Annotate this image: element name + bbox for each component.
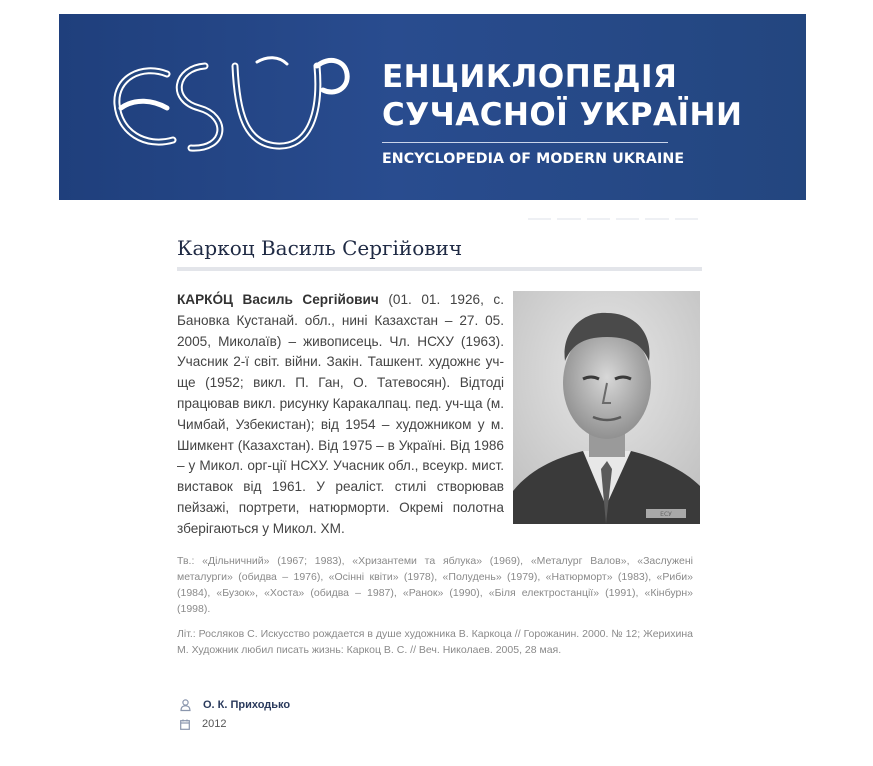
banner-divider bbox=[382, 142, 668, 143]
esu-logo[interactable] bbox=[107, 39, 357, 164]
calendar-icon bbox=[180, 719, 190, 730]
photo-watermark: ЕСУ bbox=[660, 511, 672, 518]
logo-text: ЕСУ bbox=[107, 39, 139, 56]
author-name[interactable]: О. К. Приходько bbox=[203, 699, 291, 711]
year-row bbox=[180, 718, 226, 730]
site-title-line2: СУЧАСНОЇ УКРАЇНИ bbox=[382, 97, 743, 133]
publication-year: 2012 bbox=[202, 718, 227, 730]
site-title-line1: ЕНЦИКЛОПЕДІЯ bbox=[382, 59, 678, 95]
site-header-banner[interactable] bbox=[59, 14, 806, 200]
article-body-text: (01. 01. 1926, с. Бановка Кустанай. обл., нині Казахстан – 27. 05. 2005, Миколаїв) – живописець. Чл. НСХУ (1963). Учасник 2-ї світ. війни. Закін. Ташкент. художнє уч-ще (1952; викл. П. Ган, О. Татевосян). Відтоді працював викл. рисунку Каракалпац. пед. уч-ща (м. Чимбай, Узбекистан); від 1954 – художником у м. Шимкент (Казахстан). Від 1975 – в Україні. Від 1986 – у Микол. орг-ції НСХУ. Учасник обл., всеукр. мист. виставок від 1961. У реаліст. стилі створював пейзажі, портрети, натюрморти. Окремі полотна зберігаються у Микол. ХМ. bbox=[177, 292, 504, 536]
article-headword: КАРКО́Ц Василь Сергійович bbox=[177, 292, 379, 307]
loading-dots bbox=[528, 218, 698, 222]
works-list: Тв.: «Дільничний» (1967; 1983), «Хризантеми та яблука» (1969), «Металург Валов», «Заслужені металурги» (обидва – 1976), «Осінні квіти» (1978), «Полудень» (1979), «Натюрморт» (1983), «Риби» (1984), «Бузок», «Хоста» (обидва – 1987), «Ранок» (1990), «Біля електростанції» (1991), «Кінбурн» (1998). bbox=[177, 555, 693, 615]
user-icon bbox=[180, 699, 191, 711]
author-row bbox=[180, 699, 290, 711]
article-title: Каркоц Василь Сергійович bbox=[177, 236, 463, 260]
site-title[interactable] bbox=[382, 58, 742, 134]
portrait-photo bbox=[513, 291, 700, 524]
site-subtitle-en: ENCYCLOPEDIA OF MODERN UKRAINE bbox=[382, 151, 685, 167]
title-divider bbox=[177, 267, 702, 271]
article-body bbox=[177, 290, 504, 540]
literature-list: Літ.: Росляков С. Искусство рождается в душе художника В. Каркоца // Горожанин. 2000. № 12; Жерихина М. Художник любил писать жизнь: Каркоц В. С. // Веч. Николаев. 2005, 28 мая. bbox=[177, 628, 693, 656]
